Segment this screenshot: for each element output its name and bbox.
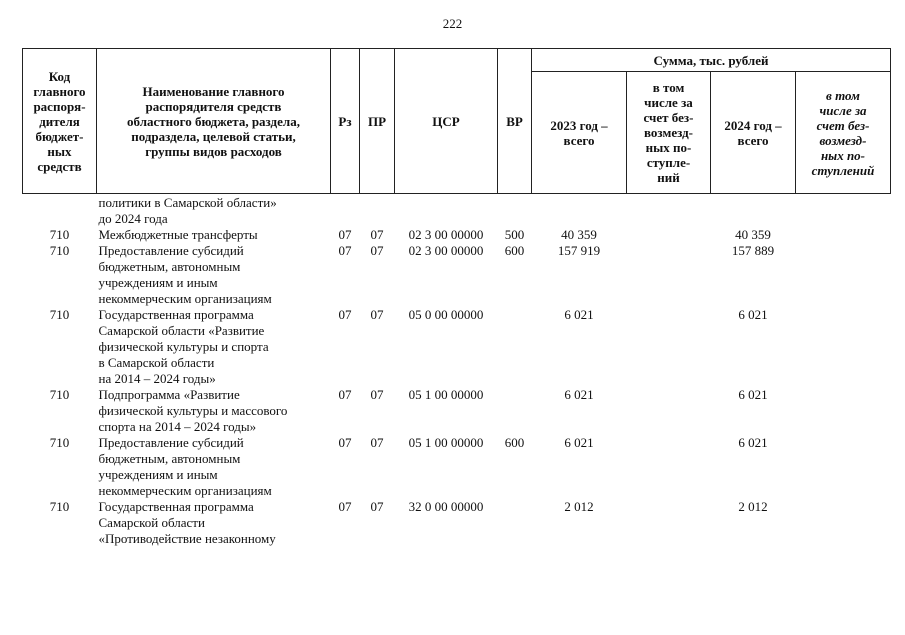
cell-rz: 07	[338, 243, 352, 258]
cell-pr: 07	[370, 243, 384, 258]
header-pr: ПР	[360, 49, 395, 194]
cell-2024-total: 2 012	[738, 499, 768, 514]
cell-code	[23, 194, 97, 228]
cell-2023-grants	[627, 227, 711, 243]
cell-vr: 600	[504, 435, 525, 450]
cell-pr	[360, 194, 395, 228]
header-code: Код главного распоря- дителя бюджет- ных средств	[23, 49, 97, 194]
cell-csr: 02 3 00 00000	[408, 227, 484, 242]
cell-2024-total	[711, 194, 796, 228]
cell-2023-grants	[627, 387, 711, 435]
cell-2024-total: 6 021	[738, 435, 768, 450]
cell-pr: 07	[370, 227, 384, 242]
header-2023-grants: в том числе за счет без- возмезд- ных по- ступле- ний	[627, 72, 711, 194]
cell-code: 710	[49, 307, 70, 322]
cell-2023-grants	[627, 243, 711, 307]
table-row	[23, 194, 891, 228]
cell-2023-grants	[627, 499, 711, 547]
cell-vr	[498, 194, 532, 228]
cell-2024-grants	[796, 387, 891, 435]
cell-csr	[395, 194, 498, 228]
cell-2024-total: 157 889	[731, 243, 775, 258]
cell-vr	[498, 387, 532, 435]
cell-vr: 500	[504, 227, 525, 242]
cell-2024-grants	[796, 243, 891, 307]
table-body	[23, 194, 891, 548]
cell-code: 710	[49, 499, 70, 514]
cell-2023-total	[532, 194, 627, 228]
cell-csr: 05 1 00 00000	[408, 435, 484, 450]
cell-code: 710	[49, 243, 70, 258]
header-2024-grants: в том числе за счет без- возмезд- ных по- ступлений	[796, 72, 891, 194]
cell-name: политики в Самарской области» до 2024 года	[98, 195, 277, 226]
cell-2024-grants	[796, 307, 891, 387]
table-row	[23, 243, 891, 307]
table-row	[23, 435, 891, 499]
header-vr: ВР	[498, 49, 532, 194]
table-row	[23, 227, 891, 243]
header-2023-total: 2023 год – всего	[532, 72, 627, 194]
cell-2023-total: 157 919	[557, 243, 601, 258]
cell-name: Государственная программа Самарской области «Противодействие незаконному	[98, 499, 276, 546]
header-sum-group: Сумма, тыс. рублей	[532, 49, 891, 72]
cell-vr	[498, 499, 532, 547]
cell-2024-total: 40 359	[735, 227, 771, 242]
cell-rz: 07	[338, 387, 352, 402]
cell-2024-grants	[796, 194, 891, 228]
cell-2024-total: 6 021	[738, 387, 768, 402]
table-row	[23, 499, 891, 547]
cell-rz: 07	[338, 499, 352, 514]
cell-rz: 07	[338, 227, 352, 242]
header-name: Наименование главного распорядителя средств областного бюджета, раздела, подраздела, целевой статьи, группы видов расходов	[97, 49, 331, 194]
cell-2024-total: 6 021	[738, 307, 768, 322]
cell-code: 710	[49, 435, 70, 450]
cell-code: 710	[49, 227, 70, 242]
table-row	[23, 307, 891, 387]
cell-2023-grants	[627, 435, 711, 499]
cell-pr: 07	[370, 307, 384, 322]
cell-2023-grants	[627, 194, 711, 228]
cell-csr: 02 3 00 00000	[408, 243, 484, 258]
cell-pr: 07	[370, 435, 384, 450]
header-2024-total: 2024 год – всего	[711, 72, 796, 194]
cell-code: 710	[49, 387, 70, 402]
cell-pr: 07	[370, 387, 384, 402]
cell-name: Предоставление субсидий бюджетным, автономным учреждениям и иным некоммерческим организациям	[98, 243, 272, 306]
cell-name: Государственная программа Самарской области «Развитие физической культуры и спорта в Самарской области на 2014 – 2024 годы»	[98, 307, 269, 386]
cell-2023-total: 2 012	[564, 499, 594, 514]
cell-csr: 05 1 00 00000	[408, 387, 484, 402]
cell-2024-grants	[796, 435, 891, 499]
cell-vr	[498, 307, 532, 387]
cell-name: Предоставление субсидий бюджетным, автономным учреждениям и иным некоммерческим организациям	[98, 435, 272, 498]
cell-rz: 07	[338, 435, 352, 450]
cell-pr: 07	[370, 499, 384, 514]
table-header	[23, 49, 891, 194]
cell-2023-grants	[627, 307, 711, 387]
cell-2023-total: 6 021	[564, 435, 594, 450]
cell-2023-total: 6 021	[564, 307, 594, 322]
cell-name: Подпрограмма «Развитие физической культуры и массового спорта на 2014 – 2024 годы»	[98, 387, 288, 434]
table-row	[23, 387, 891, 435]
budget-table	[22, 48, 891, 547]
page-number: 222	[442, 16, 463, 31]
cell-rz	[331, 194, 360, 228]
cell-rz: 07	[338, 307, 352, 322]
header-csr: ЦСР	[395, 49, 498, 194]
cell-csr: 32 0 00 00000	[408, 499, 484, 514]
cell-vr: 600	[504, 243, 525, 258]
cell-2024-grants	[796, 227, 891, 243]
cell-2023-total: 6 021	[564, 387, 594, 402]
cell-2023-total: 40 359	[561, 227, 597, 242]
header-rz: Рз	[331, 49, 360, 194]
cell-csr: 05 0 00 00000	[408, 307, 484, 322]
cell-2024-grants	[796, 499, 891, 547]
cell-name: Межбюджетные трансферты	[98, 227, 258, 242]
